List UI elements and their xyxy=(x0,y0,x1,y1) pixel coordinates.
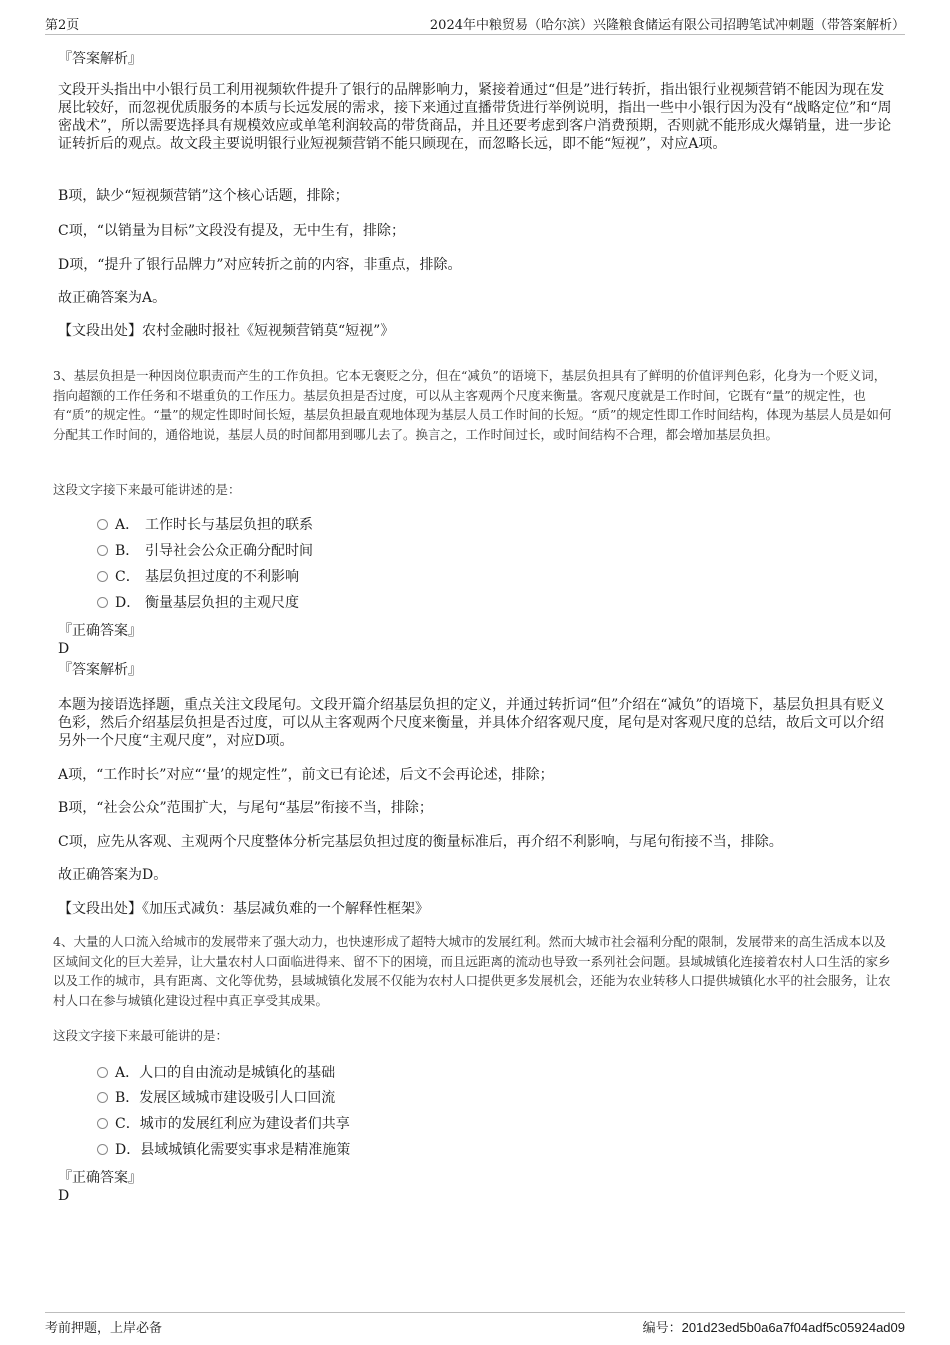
radio-icon[interactable] xyxy=(97,571,108,582)
q3-option-c[interactable]: C． 基层负担过度的不利影响 xyxy=(97,568,299,586)
q2-conclusion: 故正确答案为A。 xyxy=(58,290,167,306)
q3-answer-label: 『正确答案』 xyxy=(58,623,142,639)
page-footer xyxy=(45,1312,905,1335)
q3-source: 【文段出处】《加压式减负：基层减负难的一个解释性框架》 xyxy=(58,901,429,917)
q3-option-b[interactable]: B． 引导社会公众正确分配时间 xyxy=(97,542,313,560)
q2-analysis-label: 『答案解析』 xyxy=(58,51,142,67)
q4-answer: D xyxy=(58,1188,70,1204)
q4-option-b[interactable]: B．发展区域城市建设吸引人口回流 xyxy=(97,1089,335,1107)
q3-option-c-analysis: C项，应先从客观、主观两个尺度整体分析完基层负担过度的衡量标准后，再介绍不利影响，与尾句衔接不当，排除。 xyxy=(58,834,783,850)
radio-icon[interactable] xyxy=(97,1118,108,1129)
q3-analysis-text: 本题为接语选择题，重点关注文段尾句。文段开篇介绍基层负担的定义，并通过转折词“但”介绍在“减负”的语境下，基层负担具有贬义色彩，然后介绍基层负担是否过度，可以从主客观两个尺度来衡量，并具体介绍客观尺度，尾句是对客观尺度的总结，故后文可以介绍另外一个尺度“主观尺度”，对应D项。 xyxy=(58,697,885,749)
q4-option-c[interactable]: C．城市的发展红利应为建设者们共享 xyxy=(97,1115,350,1133)
q2-option-d-analysis: D项，“提升了银行品牌力”对应转折之前的内容，非重点，排除。 xyxy=(58,257,462,273)
radio-icon[interactable] xyxy=(97,1067,108,1078)
q4-option-d[interactable]: D．县域城镇化需要实事求是精准施策 xyxy=(97,1141,350,1159)
document-code: 编号：201d23ed5b0a6a7f04adf5c05924ad09 xyxy=(642,1320,905,1336)
q4-passage: 4、大量的人口流入给城市的发展带来了强大动力，也快速形成了超特大城市的发展红利。然而大城市社会福利分配的限制，发展带来的高生活成本以及区域间文化的巨大差异，让大量农村人口面临进得来、留不下的困境，而且远距离的流动也导致一系列社会问题。县域城镇化连接着农村人口生活的家乡以及工作的城市，具有距离、文化等优势，县域城镇化发展不仅能为农村人口提供更多发展机会，还能为农业转移人口提供城镇化水平的社会服务，让农村人口在参与城镇化建设过程中真正享受其成果。 xyxy=(53,934,891,1008)
radio-icon[interactable] xyxy=(97,519,108,530)
radio-icon[interactable] xyxy=(97,1144,108,1155)
q2-source: 【文段出处】农村金融时报社《短视频营销莫“短视”》 xyxy=(58,323,395,339)
radio-icon[interactable] xyxy=(97,597,108,608)
q3-option-a[interactable]: A． 工作时长与基层负担的联系 xyxy=(97,516,313,534)
q3-passage: 3、基层负担是一种因岗位职责而产生的工作负担。它本无褒贬之分，但在“减负”的语境下，基层负担具有了鲜明的价值评判色彩，化身为一个贬义词，指向超额的工作任务和不堪重负的工作压力。基层负担是否过度，可以从主客观两个尺度来衡量。客观尺度就是工作时间，它既有“量”的规定性，也有“质”的规定性。“量”的规定性即时间长短，基层负担最直观地体现为基层人员工作时间的长短。“质”的规定性即工作时间结构，体现为基层人员是如何分配其工作时间的，通俗地说，基层人员的时间都用到哪儿去了。换言之，工作时间过长，或时间结构不合理，都会增加基层负担。 xyxy=(53,368,892,442)
q4-prompt: 这段文字接下来最可能讲的是： xyxy=(53,1028,229,1043)
q2-option-c-analysis: C项，“以销量为目标”文段没有提及，无中生有，排除； xyxy=(58,223,406,239)
q3-option-b-analysis: B项，“社会公众”范围扩大，与尾句“基层”衔接不当，排除； xyxy=(58,800,433,816)
q2-option-b-analysis: B项，缺少“短视频营销”这个核心话题，排除； xyxy=(58,188,349,204)
radio-icon[interactable] xyxy=(97,1092,108,1103)
q2-analysis-text: 文段开头指出中小银行员工利用视频软件提升了银行的品牌影响力，紧接着通过“但是”进行转折，指出银行业视频营销不能因为现在发展比较好，而忽视优质服务的本质与长远发展的需求，接下来通过直播带货进行举例说明，指出一些中小银行因为没有“战略定位”和“周密战术”，所以需要选择具有规模效应或单笔利润较高的带货商品，并且还要考虑到客户消费预期，否则就不能形成火爆销量，进一步论证转折后的观点。故文段主要说明银行业短视频营销不能只顾现在，而忽略长远，即不能“短视”，对应A项。 xyxy=(58,82,892,152)
q3-analysis-label: 『答案解析』 xyxy=(58,662,142,678)
q3-option-a-analysis: A项，“工作时长”对应“‘量’的规定性”，前文已有论述，后文不会再论述，排除； xyxy=(58,767,554,783)
q3-prompt: 这段文字接下来最可能讲述的是： xyxy=(53,482,241,497)
radio-icon[interactable] xyxy=(97,545,108,556)
q4-option-a[interactable]: A．人口的自由流动是城镇化的基础 xyxy=(97,1064,335,1082)
page-header xyxy=(45,12,905,35)
document-title: 2024年中粮贸易（哈尔滨）兴隆粮食储运有限公司招聘笔试冲刺题（带答案解析） xyxy=(429,18,905,33)
page-number: 第2页 xyxy=(45,18,80,33)
q3-answer: D xyxy=(58,641,70,657)
footer-slogan: 考前押题，上岸必备 xyxy=(45,1321,163,1336)
q3-option-d[interactable]: D． 衡量基层负担的主观尺度 xyxy=(97,594,299,612)
q3-conclusion: 故正确答案为D。 xyxy=(58,867,168,883)
q4-answer-label: 『正确答案』 xyxy=(58,1170,142,1186)
